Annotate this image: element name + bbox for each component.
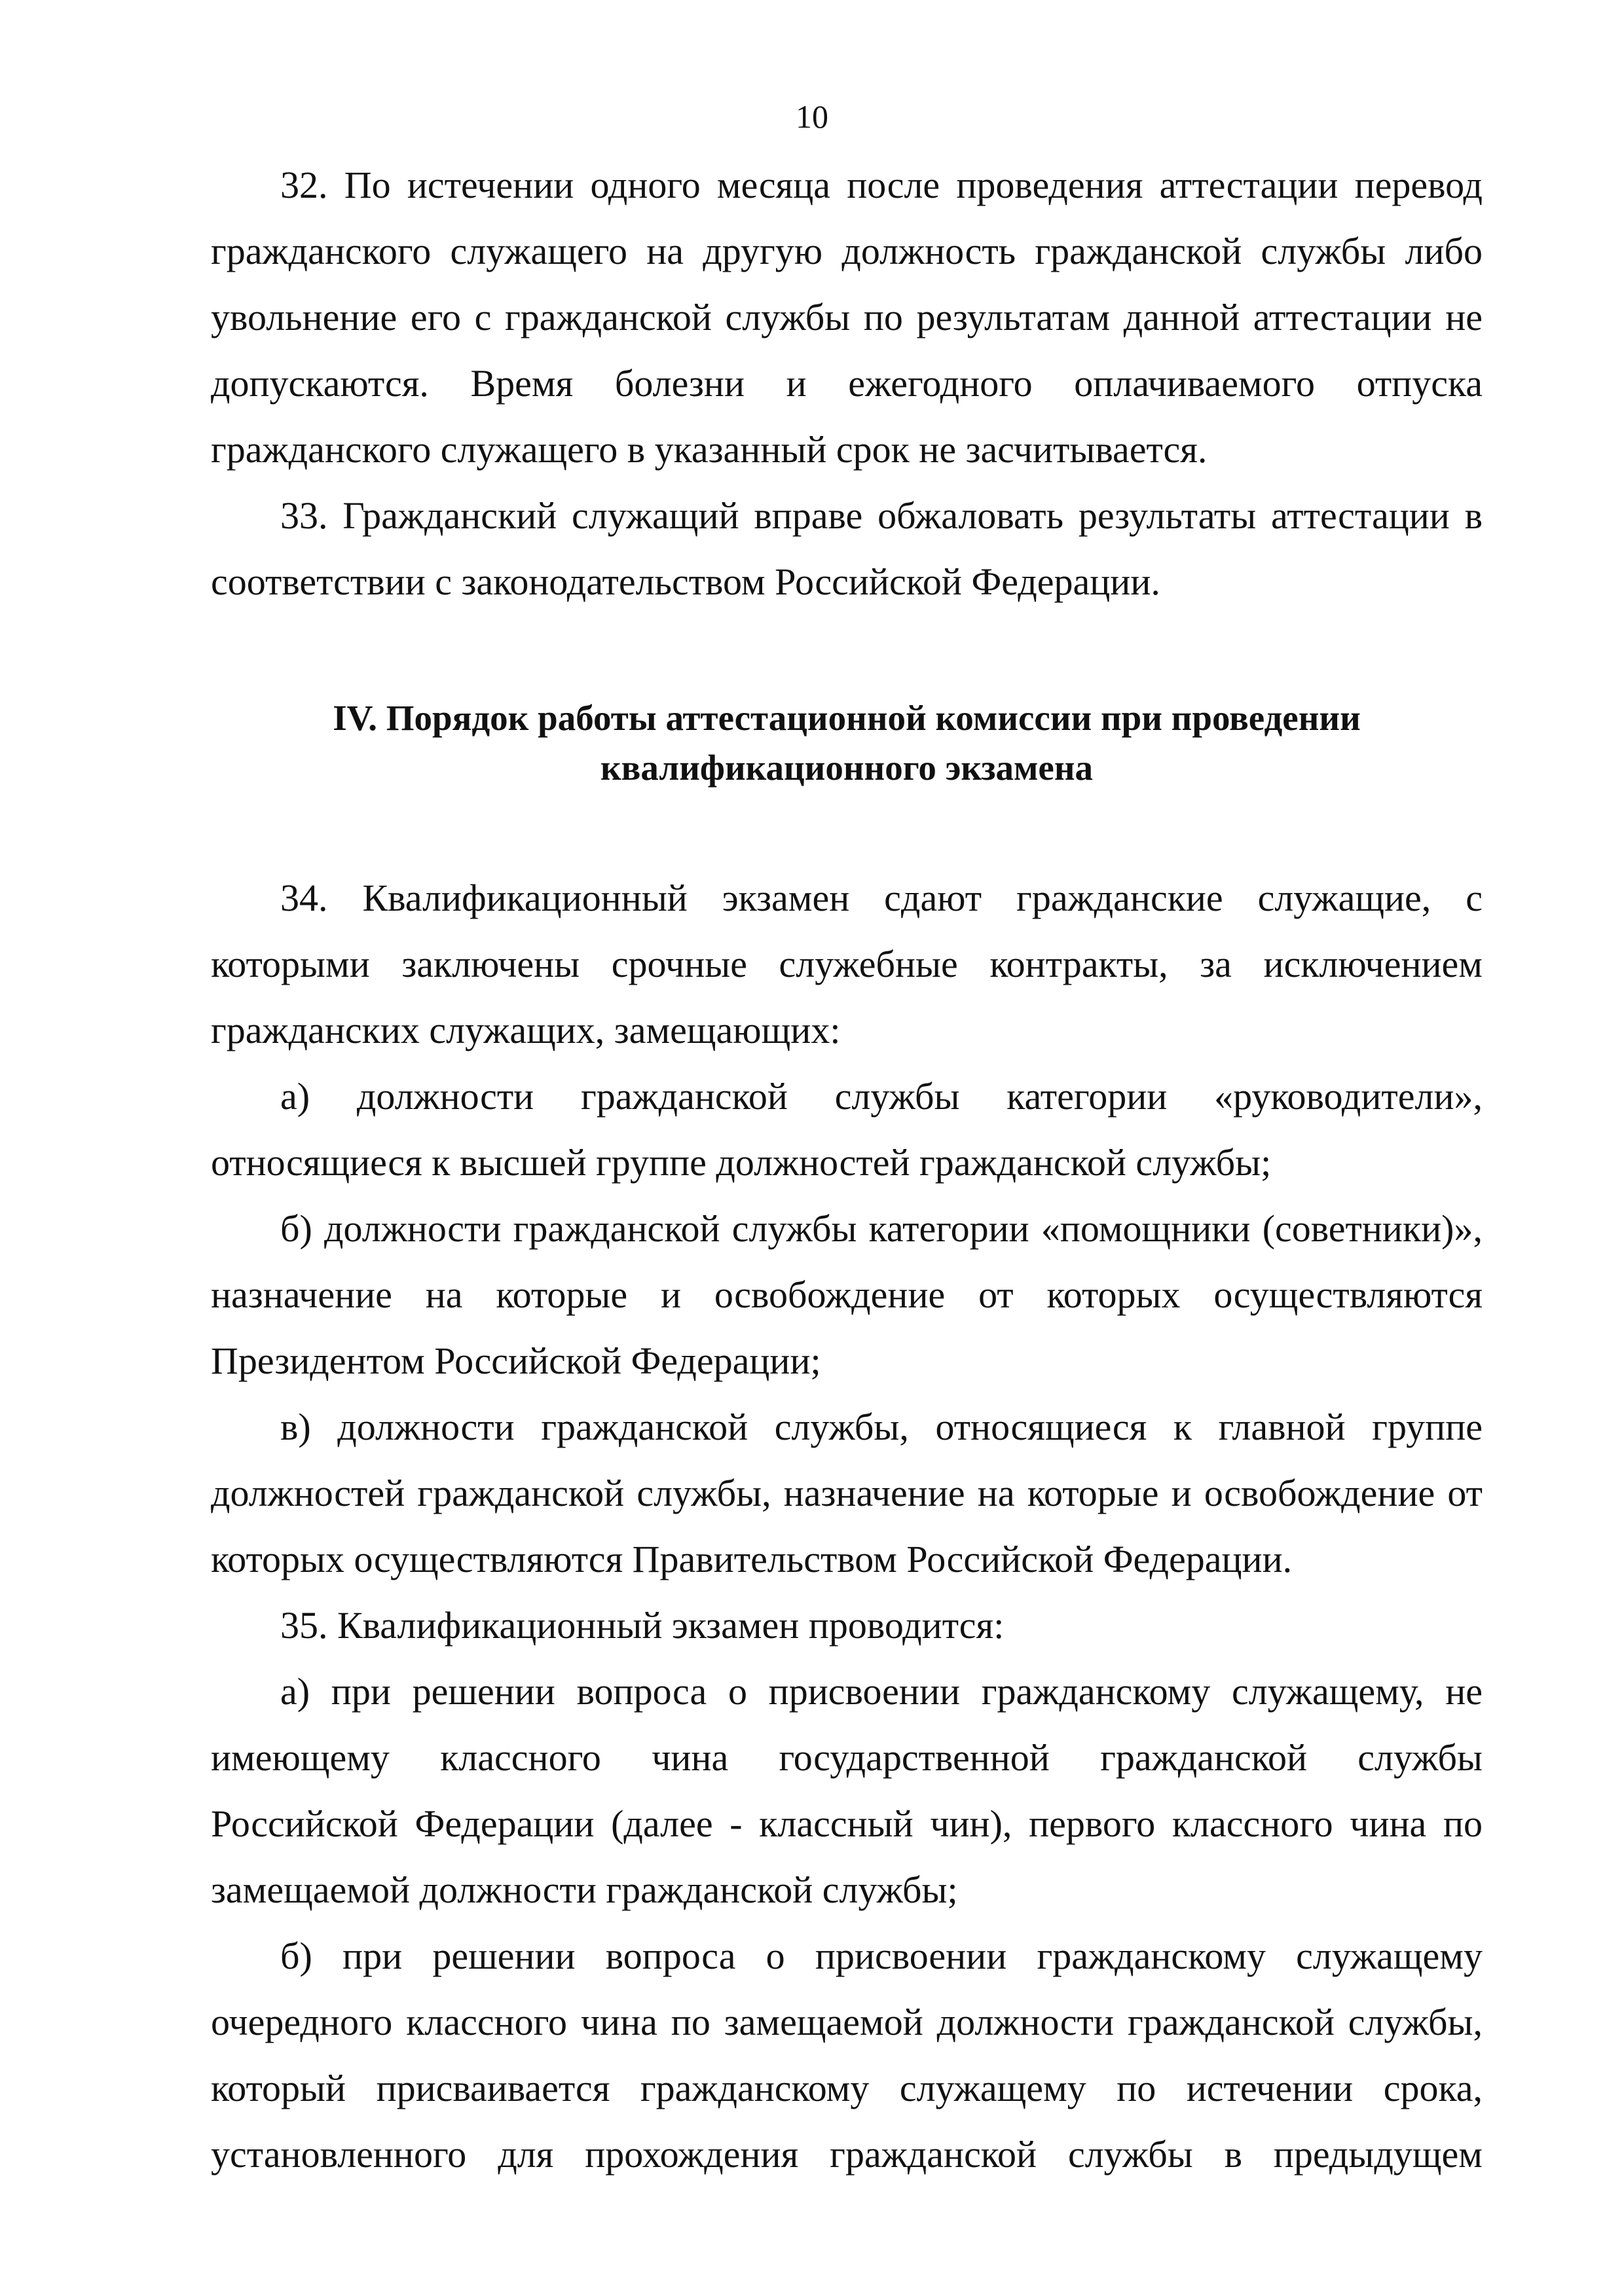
text-line: 32. По истечении одного месяца после проведения аттестации перевод xyxy=(280,164,1483,206)
text-line: замещаемой должности гражданской службы; xyxy=(211,1868,958,1911)
text-line: Российской Федерации (далее - классный чин), первого классного чина по xyxy=(211,1802,1483,1845)
text-line: допускаются. Время болезни и ежегодного оплачиваемого отпуска xyxy=(211,362,1483,405)
section-heading xyxy=(211,693,1483,793)
document-body xyxy=(211,152,1483,2187)
text-line: в) должности гражданской службы, относящиеся к главной группе xyxy=(280,1406,1483,1448)
section-heading-line: квалификационного экзамена xyxy=(600,748,1094,788)
text-line: б) при решении вопроса о присвоении гражданскому служащему xyxy=(280,1935,1483,1977)
text-line: очередного классного чина по замещаемой должности гражданской службы, xyxy=(211,2001,1483,2043)
text-line: который присваивается гражданскому служащему по истечении срока, xyxy=(211,2067,1483,2109)
text-line: гражданского служащего на другую должность гражданской службы либо xyxy=(211,230,1483,272)
page-number: 10 xyxy=(796,98,828,135)
text-line: б) должности гражданской службы категории «помощники (советники)», xyxy=(280,1207,1483,1250)
paragraph-34-v xyxy=(211,1394,1483,1592)
text-line: гражданских служащих, замещающих: xyxy=(211,1009,841,1051)
text-line: 34. Квалификационный экзамен сдают гражданские служащие, с xyxy=(280,877,1483,919)
text-line: должностей гражданской службы, назначение на которые и освобождение от xyxy=(211,1472,1483,1514)
text-line: а) при решении вопроса о присвоении гражданскому служащему, не xyxy=(280,1670,1483,1713)
text-line: гражданского служащего в указанный срок не засчитывается. xyxy=(211,428,1208,471)
text-line: 35. Квалификационный экзамен проводится: xyxy=(280,1604,1005,1647)
paragraph-34 xyxy=(211,865,1483,1063)
text-line: имеющему классного чина государственной гражданской службы xyxy=(211,1736,1483,1779)
paragraph-32 xyxy=(211,152,1483,483)
text-line: увольнение его с гражданской службы по результатам данной аттестации не xyxy=(211,296,1483,338)
text-line: а) должности гражданской службы категории «руководители», xyxy=(280,1075,1483,1118)
section-heading-line: IV. Порядок работы аттестационной комиссии при проведении xyxy=(333,698,1361,738)
text-line: соответствии с законодательством Российской Федерации. xyxy=(211,560,1160,603)
paragraph-35-b xyxy=(211,1923,1483,2187)
text-line: Президентом Российской Федерации; xyxy=(211,1339,821,1382)
paragraph-35 xyxy=(211,1592,1483,1658)
text-line: относящиеся к высшей группе должностей гражданской службы; xyxy=(211,1141,1272,1184)
paragraph-34-a xyxy=(211,1063,1483,1195)
paragraph-35-a xyxy=(211,1658,1483,1923)
paragraph-34-b xyxy=(211,1195,1483,1394)
text-line: назначение на которые и освобождение от которых осуществляются xyxy=(211,1273,1483,1316)
text-line: которыми заключены срочные служебные контракты, за исключением xyxy=(211,943,1483,985)
paragraph-33 xyxy=(211,483,1483,615)
text-line: 33. Гражданский служащий вправе обжаловать результаты аттестации в xyxy=(280,494,1483,537)
text-line: установленного для прохождения гражданской службы в предыдущем xyxy=(211,2133,1483,2176)
text-line: которых осуществляются Правительством Российской Федерации. xyxy=(211,1538,1293,1580)
